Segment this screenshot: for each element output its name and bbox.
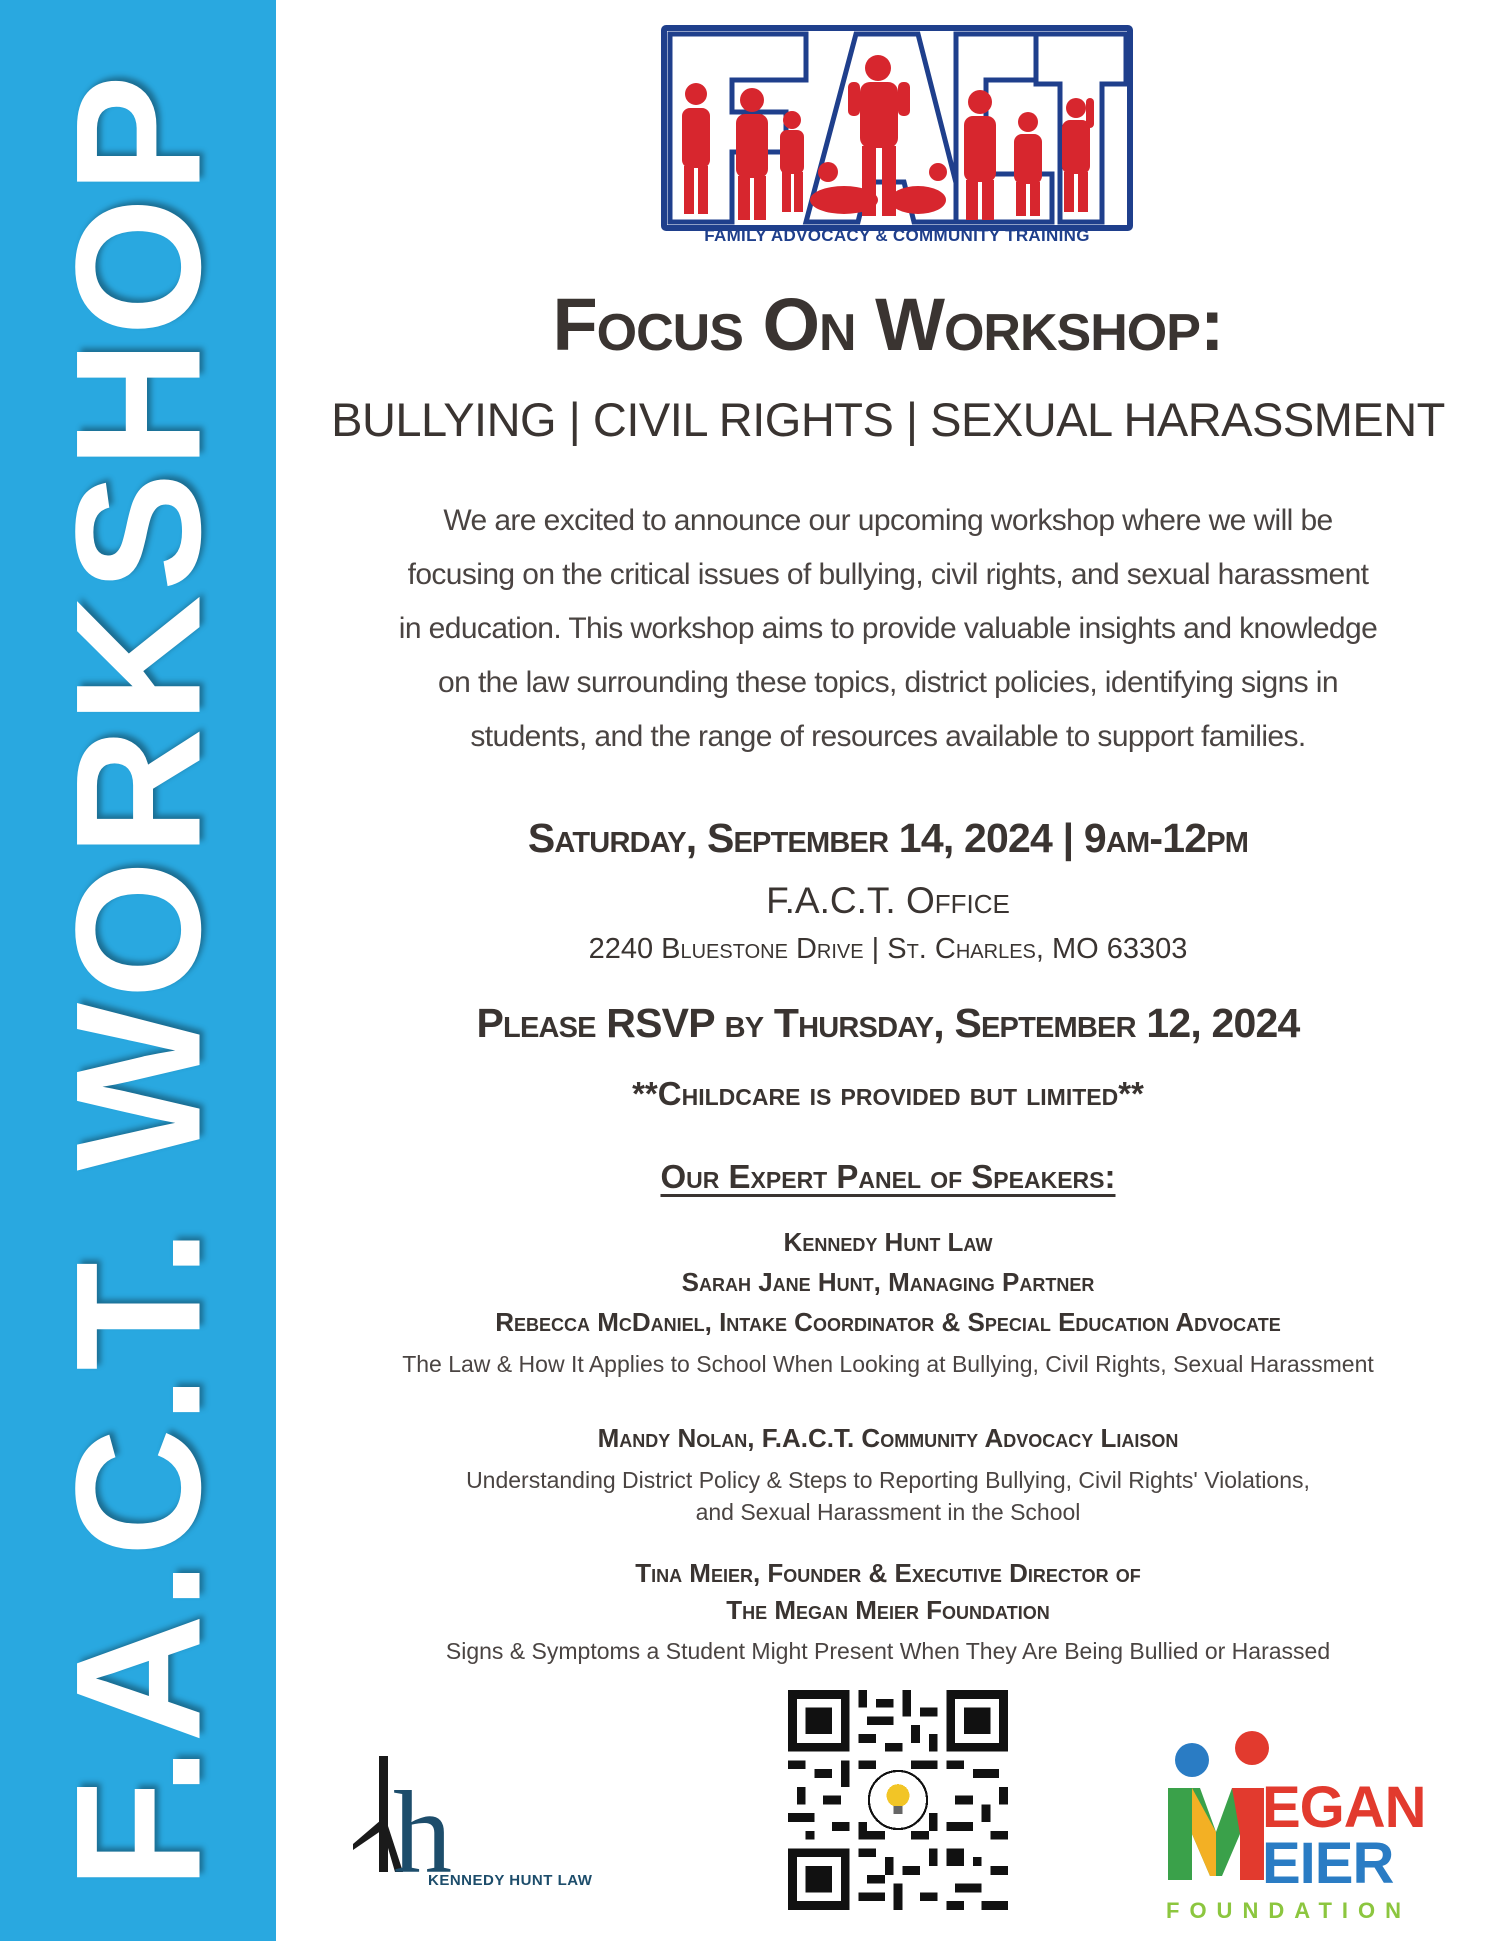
flyer-content [276,0,1500,1941]
speaker-topic: and Sexual Harassment in the School [695,1499,1081,1525]
intro-line: students, and the range of resources available to support families. [470,720,1306,753]
intro-line: focusing on the critical issues of bullying, civil rights, and sexual harassment [407,558,1369,591]
panel-heading-text: Our Expert Panel of Speakers: [660,1158,1116,1195]
svg-text:h: h [393,1767,452,1892]
kennedy-hunt-caption: KENNEDY HUNT LAW [428,1872,593,1889]
intro-line: in education. This workshop aims to provide valuable insights and knowledge [398,612,1378,645]
sidebar-title: F.A.C.T. WORKSHOP [38,70,238,1890]
event-date-time: Saturday, September 14, 2024 | 9am-12pm [527,815,1249,861]
workshop-title: Focus On Workshop: [552,283,1224,366]
event-address: 2240 Bluestone Drive | St. Charles, MO 63303 [588,933,1188,965]
fact-logo [656,22,1138,252]
rsvp-deadline: Please RSVP by Thursday, September 12, 2024 [476,1000,1300,1046]
speaker-topic: The Law & How It Applies to School When Looking at Bullying, Civil Rights, Sexual Harassment [402,1351,1374,1377]
speaker-name: Mandy Nolan, F.A.C.T. Community Advocacy Liaison [597,1423,1179,1453]
megan-wordmark: EGAN [1262,1775,1426,1840]
qr-code[interactable] [788,1690,1008,1910]
intro-paragraph [326,494,1450,764]
speaker-firm: Kennedy Hunt Law [783,1227,993,1257]
panel-heading [276,1158,1500,1196]
workshop-topics: BULLYING | CIVIL RIGHTS | SEXUAL HARASSMENT [331,393,1445,446]
event-venue: F.A.C.T. Office [766,880,1010,921]
speaker-group-kennedy-hunt [276,1222,1500,1380]
sidebar-band [0,0,276,1941]
megan-meier-foundation-logo [1156,1730,1456,1930]
childcare-note: **Childcare is provided but limited** [632,1075,1144,1112]
meier-wordmark: EIER [1262,1831,1394,1896]
speaker-group-nolan [276,1418,1500,1528]
intro-line: We are excited to announce our upcoming workshop where we will be [443,504,1333,537]
kennedy-hunt-law-logo [351,1752,551,1892]
speaker-name: Rebecca McDaniel, Intake Coordinator & Special Education Advocate [495,1307,1281,1337]
intro-line: on the law surrounding these topics, district policies, identifying signs in [438,666,1338,699]
speaker-group-meier [276,1555,1500,1667]
fact-logo-caption: FAMILY ADVOCACY & COMMUNITY TRAINING [704,226,1090,245]
speaker-org: The Megan Meier Foundation [726,1595,1050,1625]
speaker-topic: Understanding District Policy & Steps to Reporting Bullying, Civil Rights' Violations, [466,1467,1310,1493]
speaker-name: Sarah Jane Hunt, Managing Partner [681,1267,1095,1297]
foundation-wordmark: FOUNDATION [1166,1898,1412,1923]
speaker-name: Tina Meier, Founder & Executive Director of [635,1558,1141,1588]
speaker-topic: Signs & Symptoms a Student Might Present When They Are Being Bullied or Harassed [445,1638,1331,1664]
